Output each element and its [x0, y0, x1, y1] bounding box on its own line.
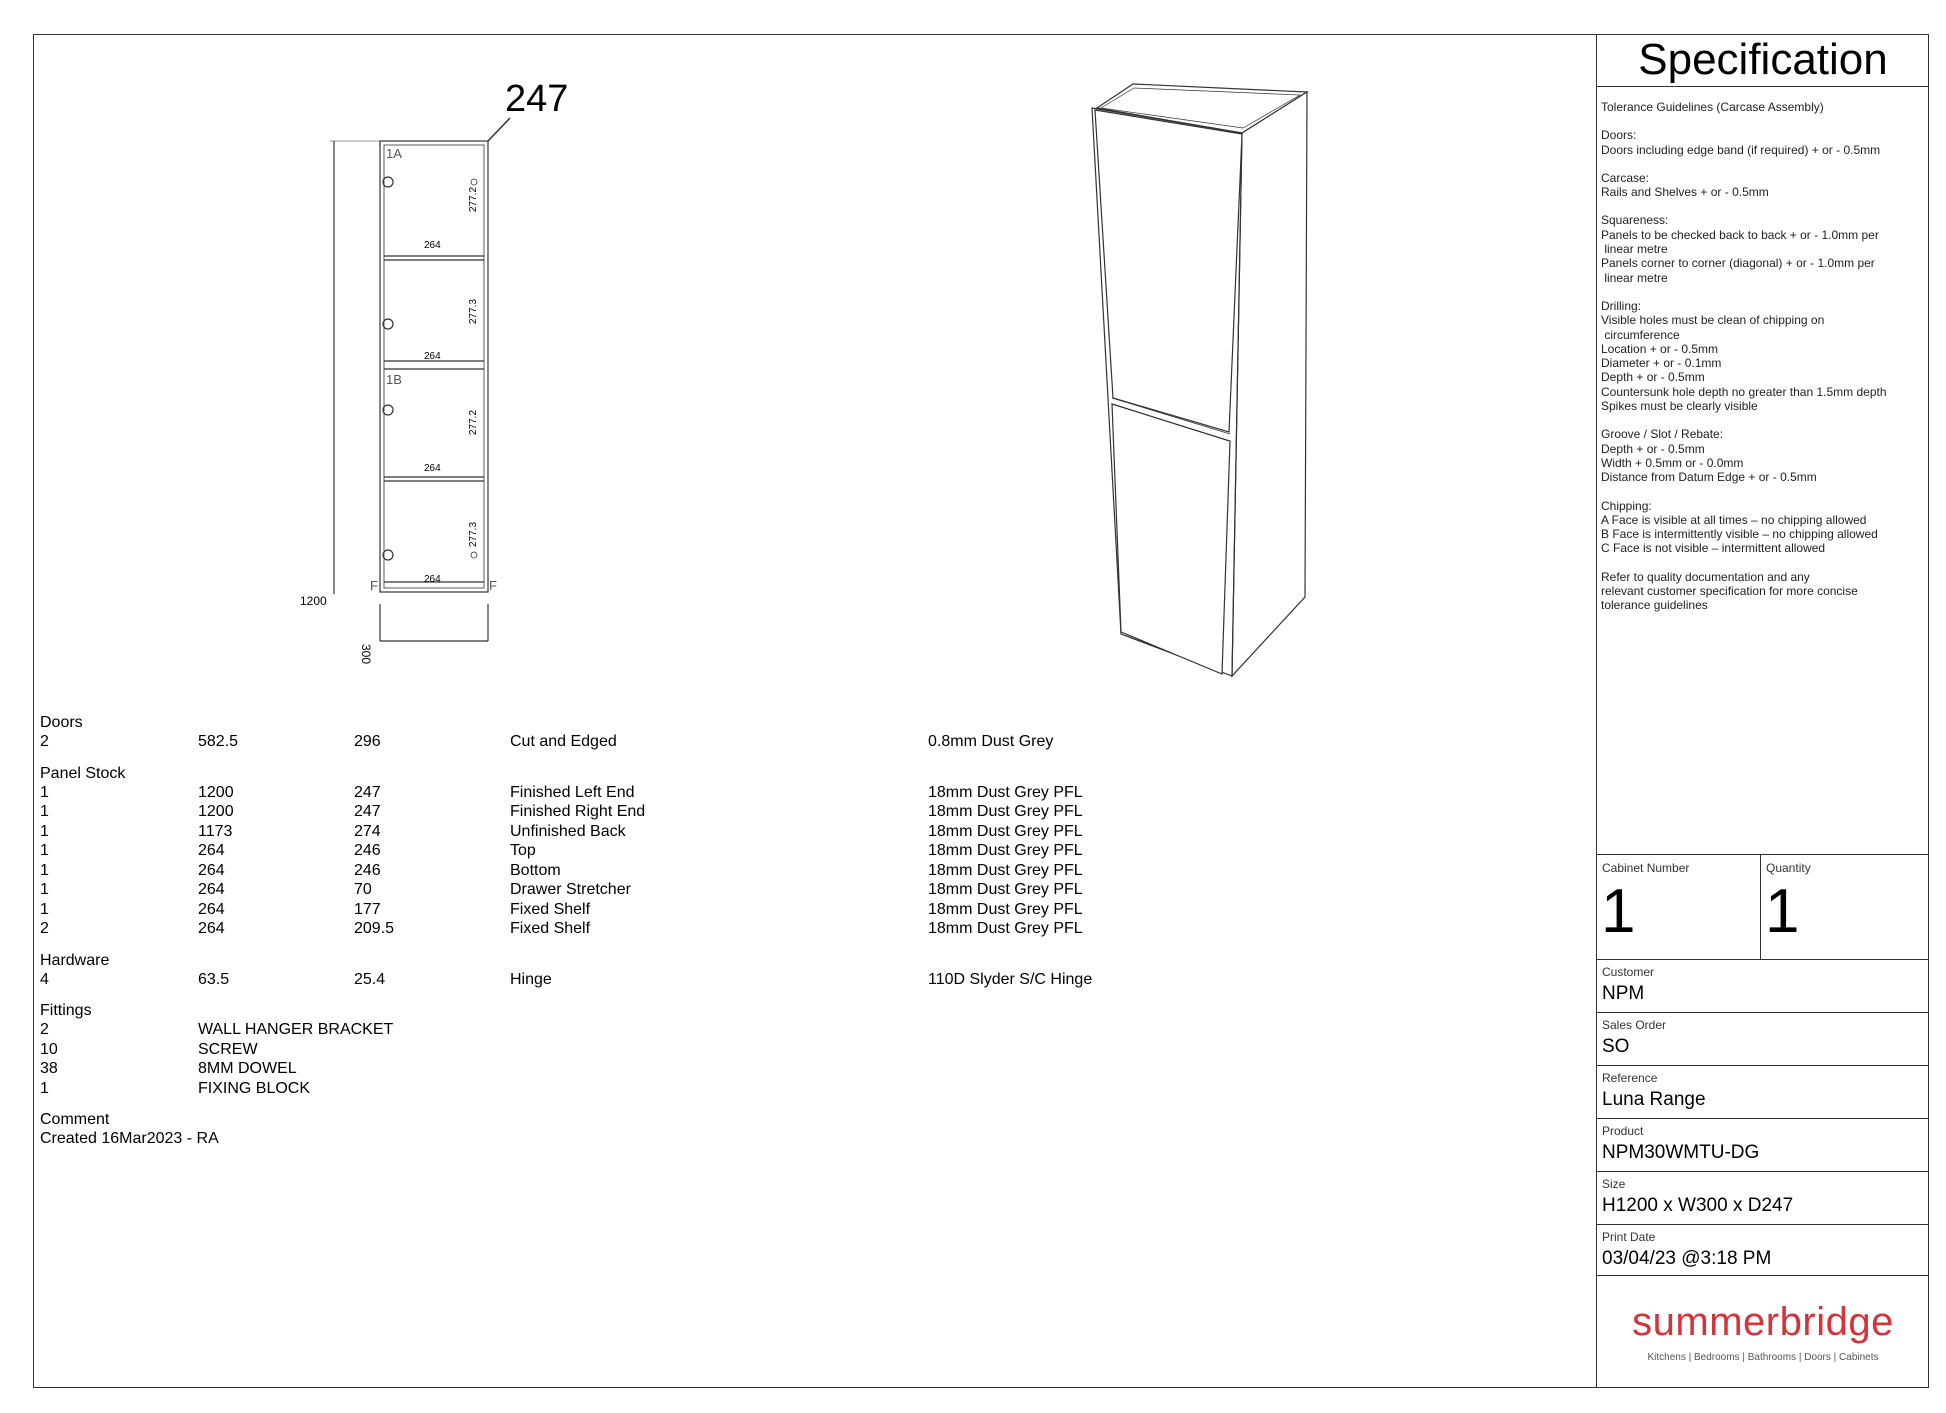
section-heading: Panel Stock [40, 764, 126, 782]
table-row [40, 1020, 1240, 1040]
technical-drawing [0, 0, 1596, 700]
description-cell: Fixed Shelf [510, 900, 591, 918]
note-line: linear metre [1601, 242, 1668, 257]
note-paragraph [1601, 427, 1923, 484]
note-line: Groove / Slot / Rebate: [1601, 427, 1724, 442]
qty-cell: 1 [40, 803, 49, 820]
doors-section [40, 713, 1240, 752]
qty-cell: 1 [40, 1079, 49, 1097]
cabinet-number-value: 1 [1601, 877, 1636, 946]
length-cell: 1173 [198, 822, 233, 840]
qty-cell: 1 [40, 861, 49, 879]
note-line: Spikes must be clearly visible [1601, 399, 1758, 414]
brand-logo [1597, 1275, 1929, 1389]
width-cell: 209.5 [354, 920, 395, 937]
shelf-width-label: 264 [424, 240, 441, 251]
qty-cell: 1 [40, 842, 49, 859]
note-line: C Face is not visible – intermittent allowed [1601, 541, 1826, 556]
cabinet-number-label: Cabinet Number [1602, 861, 1690, 875]
table-row [40, 732, 1240, 752]
length-cell: 264 [198, 861, 225, 879]
note-line: Drilling: [1601, 298, 1642, 313]
bay-height-label: 277.2 [468, 186, 479, 212]
material-cell: 18mm Dust Grey PFL [928, 822, 1083, 840]
tolerance-guidelines [1601, 100, 1923, 627]
width-cell: 247 [354, 803, 381, 820]
cutting-schedule [40, 713, 1240, 1150]
note-line: Distance from Datum Edge + or - 0.5mm [1601, 470, 1817, 485]
note-line: relevant customer specification for more concise [1601, 584, 1858, 599]
note-line: Squareness: [1601, 213, 1669, 228]
qty-cell: 1 [40, 900, 49, 918]
note-line: Depth + or - 0.5mm [1601, 370, 1705, 385]
length-cell: 582.5 [198, 733, 239, 750]
cabinet-number-cell [1597, 855, 1761, 959]
field-value: 03/04/23 @3:18 PM [1602, 1248, 1772, 1269]
description-cell: Cut and Edged [510, 733, 617, 750]
qty-cell: 4 [40, 970, 49, 988]
cabinet-meta [1597, 854, 1929, 1277]
field-value: SO [1602, 1036, 1630, 1057]
table-row [40, 1059, 1240, 1079]
note-paragraph [1601, 100, 1923, 114]
note-line: Doors: [1601, 128, 1637, 143]
width-dimension-label: 300 [359, 644, 373, 665]
note-line: B Face is intermittently visible – no chipping allowed [1601, 527, 1878, 542]
section-heading: Fittings [40, 1002, 92, 1019]
front-elevation [330, 118, 510, 641]
bay-height-label: 277.3 [468, 298, 479, 324]
description-cell: SCREW [198, 1040, 258, 1058]
material-cell: 18mm Dust Grey PFL [928, 861, 1083, 879]
note-line: Visible holes must be clean of chipping on [1601, 313, 1825, 328]
logo-tagline: Kitchens | Bedrooms | Bathrooms | Doors | Cabinets [1647, 1352, 1879, 1363]
note-line: tolerance guidelines [1601, 598, 1708, 613]
fittings-section [40, 1001, 1240, 1098]
logo-wordmark: summerbridge [1632, 1300, 1894, 1344]
qty-cell: 10 [40, 1040, 58, 1058]
comment-section [40, 1110, 1240, 1148]
table-row [40, 861, 1240, 881]
material-cell: 18mm Dust Grey PFL [928, 842, 1083, 859]
material-cell: 110D Slyder S/C Hinge [928, 970, 1093, 988]
shelf-width-label: 264 [424, 463, 441, 474]
foot-right-label: F [489, 578, 497, 593]
note-paragraph [1601, 128, 1923, 157]
field-label: Size [1602, 1177, 1626, 1191]
product-row [1597, 1118, 1929, 1171]
note-paragraph [1601, 570, 1923, 613]
depth-label: 247 [505, 78, 569, 120]
description-cell: FIXING BLOCK [198, 1079, 311, 1097]
note-line: Countersunk hole depth no greater than 1.5mm depth [1601, 384, 1887, 399]
foot-left-label: F [370, 578, 378, 593]
qty-cell: 2 [40, 733, 49, 750]
table-row [40, 783, 1240, 803]
length-cell: 63.5 [198, 970, 230, 988]
description-cell: Top [510, 842, 536, 859]
note-line: Depth + or - 0.5mm [1601, 441, 1705, 456]
table-row [40, 841, 1240, 861]
note-line: Rails and Shelves + or - 0.5mm [1601, 185, 1769, 200]
material-cell: 18mm Dust Grey PFL [928, 920, 1083, 937]
note-line: Carcase: [1601, 170, 1650, 185]
bay-height-label: 277.3 [468, 521, 479, 547]
length-cell: 1200 [198, 783, 234, 801]
description-cell: Finished Right End [510, 803, 646, 820]
qty-cell: 2 [40, 920, 49, 937]
width-cell: 246 [354, 861, 381, 879]
field-label: Reference [1602, 1071, 1658, 1085]
comment-text: Created 16Mar2023 - RA [40, 1130, 219, 1147]
width-cell: 247 [354, 783, 381, 801]
length-cell: 264 [198, 881, 225, 898]
table-row [40, 919, 1240, 939]
description-cell: Fixed Shelf [510, 920, 591, 937]
sales-order-row [1597, 1012, 1929, 1065]
section-heading: Doors [40, 714, 83, 731]
quantity-label: Quantity [1766, 861, 1811, 875]
table-row [40, 1040, 1240, 1060]
field-value: NPM30WMTU-DG [1602, 1142, 1760, 1163]
note-line: Panels to be checked back to back + or - 1.0mm per [1601, 227, 1879, 242]
description-cell: Finished Left End [510, 783, 635, 801]
shelf-width-label: 264 [424, 351, 441, 362]
table-row [40, 1079, 1240, 1099]
bay-height-label: 277.2 [468, 409, 479, 435]
description-cell: Bottom [510, 861, 561, 879]
qty-cell: 1 [40, 783, 49, 801]
reference-row [1597, 1065, 1929, 1118]
field-label: Sales Order [1602, 1018, 1667, 1032]
material-cell: 18mm Dust Grey PFL [928, 881, 1083, 898]
length-cell: 264 [198, 842, 225, 859]
description-cell: Drawer Stretcher [510, 881, 631, 898]
cabinet-quantity-row [1597, 854, 1929, 959]
quantity-cell [1761, 855, 1930, 959]
note-line: Refer to quality documentation and any [1601, 569, 1810, 584]
width-cell: 177 [354, 900, 381, 918]
width-cell: 25.4 [354, 970, 386, 988]
note-line: Chipping: [1601, 498, 1652, 513]
note-paragraph [1601, 499, 1923, 556]
note-line: Location + or - 0.5mm [1601, 341, 1719, 356]
note-line: linear metre [1601, 270, 1668, 285]
width-cell: 296 [354, 733, 381, 750]
field-value: NPM [1602, 983, 1645, 1004]
field-label: Print Date [1602, 1230, 1656, 1244]
note-paragraph [1601, 213, 1923, 284]
table-row [40, 970, 1240, 990]
height-dimension-label: 1200 [300, 594, 327, 608]
print-date-row [1597, 1224, 1929, 1277]
material-cell: 18mm Dust Grey PFL [928, 900, 1083, 918]
specification-panel [1596, 34, 1929, 1388]
panel-stock-section [40, 764, 1240, 939]
section-heading: Comment [40, 1111, 110, 1128]
qty-cell: 1 [40, 822, 49, 840]
note-paragraph [1601, 171, 1923, 200]
table-row [40, 900, 1240, 920]
section-heading: Hardware [40, 951, 110, 969]
quantity-value: 1 [1765, 877, 1800, 946]
table-row [40, 822, 1240, 842]
field-label: Product [1602, 1124, 1644, 1138]
description-cell: Hinge [510, 970, 552, 988]
width-cell: 274 [354, 822, 381, 840]
description-cell: Unfinished Back [510, 822, 626, 840]
material-cell: 18mm Dust Grey PFL [928, 783, 1083, 801]
length-cell: 264 [198, 900, 225, 918]
shelf-width-label: 264 [424, 574, 441, 585]
qty-cell: 2 [40, 1021, 49, 1038]
field-value: Luna Range [1602, 1089, 1706, 1110]
note-line: A Face is visible at all times – no chipping allowed [1601, 512, 1867, 527]
note-paragraph [1601, 299, 1923, 413]
description-cell: WALL HANGER BRACKET [198, 1021, 394, 1038]
size-row [1597, 1171, 1929, 1224]
table-row [40, 802, 1240, 822]
note-line: Width + 0.5mm or - 0.0mm [1601, 455, 1744, 470]
material-cell: 0.8mm Dust Grey [928, 733, 1054, 750]
section-1b-label: 1B [386, 372, 402, 387]
note-line: Tolerance Guidelines (Carcase Assembly) [1601, 100, 1824, 114]
qty-cell: 1 [40, 881, 49, 898]
customer-row [1597, 959, 1929, 1012]
section-1a-label: 1A [386, 146, 402, 161]
field-label: Customer [1602, 965, 1655, 979]
length-cell: 264 [198, 920, 225, 937]
material-cell: 18mm Dust Grey PFL [928, 803, 1083, 820]
length-cell: 1200 [198, 803, 234, 820]
width-cell: 246 [354, 842, 381, 859]
description-cell: 8MM DOWEL [198, 1060, 297, 1077]
note-line: Diameter + or - 0.1mm [1601, 356, 1722, 371]
note-line: Doors including edge band (if required) + or - 0.5mm [1601, 142, 1881, 157]
table-row [40, 880, 1240, 900]
note-line: circumference [1601, 327, 1680, 342]
hardware-section [40, 951, 1240, 990]
spec-title: Specification [1597, 34, 1929, 87]
note-line: Panels corner to corner (diagonal) + or - 1.0mm per [1601, 256, 1875, 271]
cabinet-3d-view [1092, 84, 1307, 676]
field-value: H1200 x W300 x D247 [1602, 1195, 1794, 1216]
qty-cell: 38 [40, 1060, 58, 1077]
width-cell: 70 [354, 881, 372, 898]
